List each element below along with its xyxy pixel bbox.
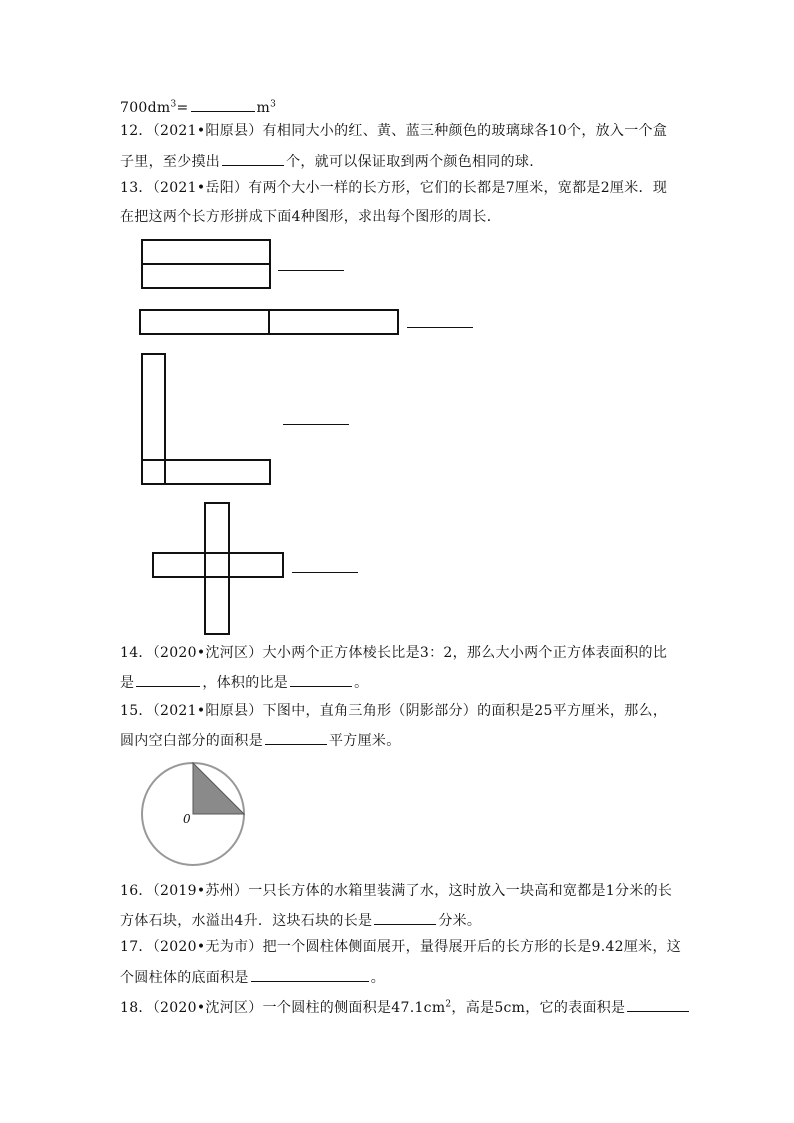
- fig1-answer-blank[interactable]: [278, 270, 344, 271]
- q12-text-b: 个，就可以保证取到两个颜色相同的球.: [286, 154, 534, 170]
- fig4-answer-blank[interactable]: [292, 572, 358, 573]
- fig3-answer-blank[interactable]: [283, 424, 349, 425]
- q14-volume-ratio-blank[interactable]: [290, 671, 352, 687]
- q11-sup2: 3: [270, 99, 277, 110]
- q12-line1: 12．（2021•阳原县）有相同大小的红、黄、蓝三种颜色的玻璃球各10个，放入一个盒: [120, 123, 668, 139]
- q11-eq: =: [176, 100, 189, 116]
- q16-text-b: 分米。: [438, 913, 482, 929]
- q12-text-a: 子里，至少摸出: [120, 154, 221, 170]
- q12-answer-blank[interactable]: [222, 150, 284, 166]
- q11-sup1: 3: [170, 99, 177, 110]
- q16-line2: [120, 909, 481, 931]
- q15-center-label: 0: [183, 812, 191, 826]
- q15-line2: [120, 729, 401, 751]
- q13-line1: 13．（2021•岳阳）有两个大小一样的长方形，它们的长都是7厘米，宽都是2厘米．现: [120, 180, 668, 196]
- q11-tail-line: [120, 96, 276, 118]
- q16-line1: 16．（2019•苏州）一只长方体的水箱里装满了水，这时放入一块高和宽都是1分米的长: [120, 883, 673, 899]
- q15-text-b: 平方厘米。: [329, 733, 401, 749]
- q14-text-a: 是: [120, 675, 135, 691]
- q15-circle-figure: [140, 760, 250, 870]
- q18-line1: [120, 996, 691, 1018]
- fig4-rect-vertical: [204, 502, 230, 635]
- fig2-rect-right: [268, 309, 399, 335]
- fig2-rect-left: [139, 309, 270, 335]
- q18-sup: 2: [445, 999, 452, 1010]
- q15-text-a: 圆内空白部分的面积是: [120, 733, 263, 749]
- q11-prefix: 700dm: [120, 100, 171, 116]
- q17-answer-blank[interactable]: [251, 966, 369, 982]
- q11-answer-blank[interactable]: [191, 96, 255, 112]
- q17-line1: 17．（2020•无为市）把一个圆柱体侧面展开，量得展开后的长方形的长是9.42厘米，这: [120, 939, 682, 955]
- q14-text-b: ，体积的比是: [202, 675, 289, 691]
- q16-answer-blank[interactable]: [374, 909, 436, 925]
- q18-text-b: ，高是5cm，它的表面积是: [451, 1000, 626, 1016]
- q14-surface-ratio-blank[interactable]: [136, 671, 200, 687]
- q13-line2: 在把这两个长方形拼成下面4种图形，求出每个图形的周长．: [120, 209, 502, 225]
- q17-text-a: 个圆柱体的底面积是: [120, 970, 249, 986]
- q16-text-a: 方体石块，水溢出4升．这块石块的长是: [120, 913, 373, 929]
- q18-text-a: 18．（2020•沈河区）一个圆柱的侧面积是47.1cm: [120, 1000, 446, 1016]
- q15-answer-blank[interactable]: [265, 729, 327, 745]
- fig1-rect-bottom: [141, 263, 271, 289]
- q11-unit: m: [256, 100, 271, 116]
- fig1-rect-top: [141, 239, 271, 265]
- q17-line2: [120, 966, 385, 988]
- q14-line1: 14．（2020•沈河区）大小两个正方体棱长比是3：2，那么大小两个正方体表面积的比: [120, 645, 668, 661]
- q12-line2: [120, 150, 534, 172]
- q14-line2: [120, 671, 368, 693]
- q14-text-c: 。: [354, 675, 369, 691]
- q15-line1: 15．（2021•阳原县）下图中，直角三角形（阴影部分）的面积是25平方厘米，那么，: [120, 703, 668, 719]
- fig3-rect-horizontal: [141, 459, 271, 485]
- q17-text-b: 。: [370, 970, 386, 986]
- q18-answer-blank[interactable]: [627, 996, 689, 1012]
- fig2-answer-blank[interactable]: [407, 327, 473, 328]
